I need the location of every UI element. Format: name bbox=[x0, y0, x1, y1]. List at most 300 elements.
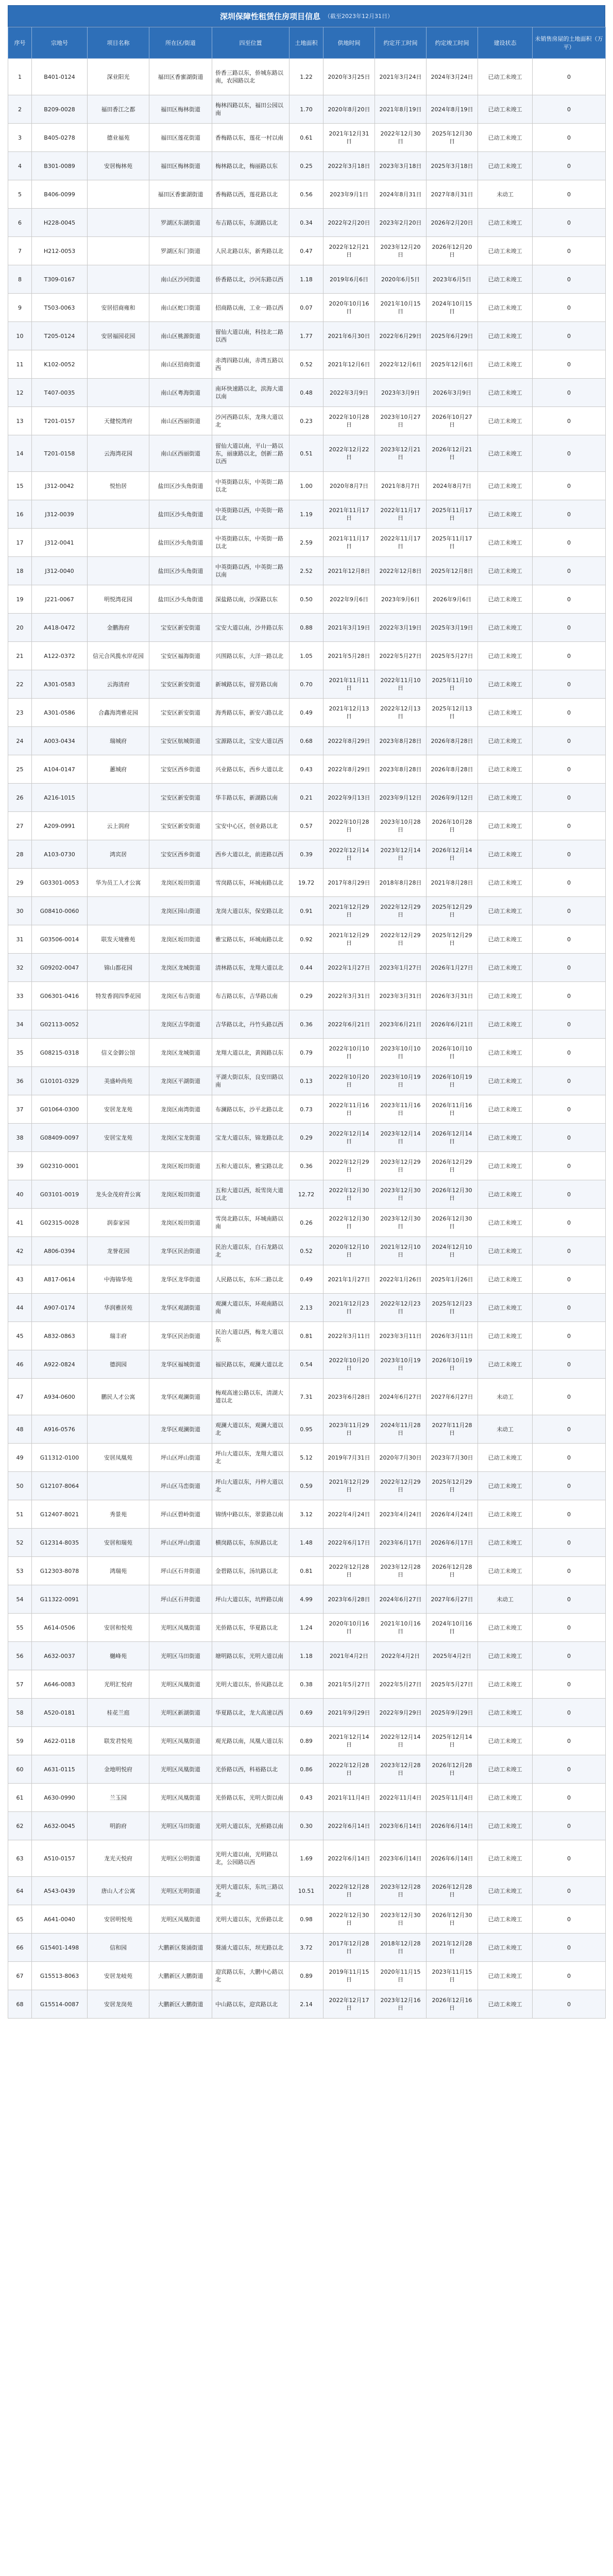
district-cell: 宝安区西乡街道 bbox=[149, 840, 212, 869]
district-cell: 龙华区观澜街道 bbox=[149, 1379, 212, 1415]
row-number-cell: 14 bbox=[8, 435, 32, 472]
table-row bbox=[8, 1905, 606, 1934]
finish-date-cell: 2025年11月17日 bbox=[427, 529, 478, 557]
unsold-area-cell: 0 bbox=[533, 1039, 606, 1067]
land-area-cell: 0.52 bbox=[290, 350, 323, 379]
column-header: 建设状态 bbox=[478, 27, 533, 59]
build-status-cell: 未动工 bbox=[478, 180, 533, 209]
start-date-cell: 2023年1月27日 bbox=[375, 954, 427, 982]
supply-date-cell: 2022年9月6日 bbox=[323, 585, 375, 614]
district-cell: 龙岗区南湾街道 bbox=[149, 1095, 212, 1124]
location-cell: 布澜路以东，沙平北路以北 bbox=[212, 1095, 290, 1124]
project-name-cell: 龙光天悦府 bbox=[88, 1840, 149, 1877]
project-name-cell: 瑞丰府 bbox=[88, 1322, 149, 1350]
finish-date-cell: 2025年11月10日 bbox=[427, 670, 478, 699]
project-name-cell: 安居明悦苑 bbox=[88, 1905, 149, 1934]
build-status-cell: 已动工未竣工 bbox=[478, 500, 533, 529]
finish-date-cell: 2026年6月14日 bbox=[427, 1812, 478, 1840]
build-status-cell: 已动工未竣工 bbox=[478, 209, 533, 237]
row-number-cell: 18 bbox=[8, 557, 32, 585]
project-name-cell bbox=[88, 529, 149, 557]
location-cell: 中英街路以西，中英街二路以南 bbox=[212, 557, 290, 585]
supply-date-cell: 2023年9月1日 bbox=[323, 180, 375, 209]
supply-date-cell: 2022年3月9日 bbox=[323, 379, 375, 407]
lot-number-cell: T503-0063 bbox=[32, 294, 88, 322]
lot-number-cell: A209-0991 bbox=[32, 812, 88, 840]
supply-date-cell: 2022年11月16日 bbox=[323, 1095, 375, 1124]
build-status-cell: 已动工未竣工 bbox=[478, 95, 533, 124]
project-name-cell: 龙头金茂府青公寓 bbox=[88, 1180, 149, 1209]
row-number-cell: 9 bbox=[8, 294, 32, 322]
project-name-cell: 悦怡居 bbox=[88, 472, 149, 500]
unsold-area-cell: 0 bbox=[533, 954, 606, 982]
finish-date-cell: 2026年3月31日 bbox=[427, 982, 478, 1010]
district-cell: 大鹏新区大鹏街道 bbox=[149, 1990, 212, 2019]
table-row bbox=[8, 1322, 606, 1350]
location-cell: 中英街路以西，中英街一路以北 bbox=[212, 500, 290, 529]
finish-date-cell: 2026年12月30日 bbox=[427, 1905, 478, 1934]
location-cell: 平湖大街以东，良安田路以南 bbox=[212, 1067, 290, 1095]
land-area-cell: 0.59 bbox=[290, 1472, 323, 1500]
row-number-cell: 57 bbox=[8, 1670, 32, 1699]
location-cell: 海秀路以东，新安六路以北 bbox=[212, 699, 290, 727]
land-area-cell: 0.73 bbox=[290, 1095, 323, 1124]
location-cell: 华丰路以东，新湖路以南 bbox=[212, 784, 290, 812]
finish-date-cell: 2026年2月20日 bbox=[427, 209, 478, 237]
column-header: 供地时间 bbox=[323, 27, 375, 59]
row-number-cell: 24 bbox=[8, 727, 32, 755]
finish-date-cell: 2025年6月29日 bbox=[427, 322, 478, 350]
finish-date-cell: 2025年12月23日 bbox=[427, 1294, 478, 1322]
lot-number-cell: G08410-0060 bbox=[32, 897, 88, 925]
land-area-cell: 0.81 bbox=[290, 1322, 323, 1350]
table-row bbox=[8, 237, 606, 265]
location-cell: 五和大道以东，雅宝路以北 bbox=[212, 1152, 290, 1180]
supply-date-cell: 2022年12月29日 bbox=[323, 1152, 375, 1180]
row-number-cell: 45 bbox=[8, 1322, 32, 1350]
district-cell: 福田区莲花街道 bbox=[149, 124, 212, 152]
table-row bbox=[8, 755, 606, 784]
land-area-cell: 0.07 bbox=[290, 294, 323, 322]
row-number-cell: 22 bbox=[8, 670, 32, 699]
table-row bbox=[8, 1614, 606, 1642]
start-date-cell: 2022年12月29日 bbox=[375, 925, 427, 954]
build-status-cell: 已动工未竣工 bbox=[478, 1840, 533, 1877]
start-date-cell: 2023年12月30日 bbox=[375, 1209, 427, 1237]
unsold-area-cell: 0 bbox=[533, 869, 606, 897]
location-cell: 梅林路以北，梅丽路以东 bbox=[212, 152, 290, 180]
finish-date-cell: 2025年11月4日 bbox=[427, 1784, 478, 1812]
column-header: 项目名称 bbox=[88, 27, 149, 59]
row-number-cell: 1 bbox=[8, 59, 32, 95]
project-name-cell: 光明汇悦府 bbox=[88, 1670, 149, 1699]
sheet bbox=[8, 5, 605, 2019]
table-row bbox=[8, 1840, 606, 1877]
unsold-area-cell: 0 bbox=[533, 294, 606, 322]
lot-number-cell: G12407-8021 bbox=[32, 1500, 88, 1529]
district-cell: 龙华区民治街道 bbox=[149, 1322, 212, 1350]
start-date-cell: 2022年12月6日 bbox=[375, 350, 427, 379]
land-area-cell: 4.99 bbox=[290, 1585, 323, 1614]
build-status-cell: 已动工未竣工 bbox=[478, 755, 533, 784]
supply-date-cell: 2023年6月28日 bbox=[323, 1585, 375, 1614]
table-row bbox=[8, 1934, 606, 1962]
build-status-cell: 已动工未竣工 bbox=[478, 954, 533, 982]
lot-number-cell: G15513-8063 bbox=[32, 1962, 88, 1990]
start-date-cell: 2023年12月28日 bbox=[375, 1557, 427, 1585]
supply-date-cell: 2022年3月31日 bbox=[323, 982, 375, 1010]
district-cell: 龙岗区龙城街道 bbox=[149, 954, 212, 982]
start-date-cell: 2023年12月30日 bbox=[375, 1180, 427, 1209]
land-area-cell: 7.31 bbox=[290, 1379, 323, 1415]
finish-date-cell: 2023年6月5日 bbox=[427, 265, 478, 294]
land-area-cell: 1.18 bbox=[290, 265, 323, 294]
lot-number-cell: B401-0124 bbox=[32, 59, 88, 95]
build-status-cell: 已动工未竣工 bbox=[478, 435, 533, 472]
table-row bbox=[8, 557, 606, 585]
finish-date-cell: 2026年12月14日 bbox=[427, 1124, 478, 1152]
row-number-cell: 48 bbox=[8, 1415, 32, 1444]
table-row bbox=[8, 699, 606, 727]
district-cell: 宝安区航城街道 bbox=[149, 727, 212, 755]
project-name-cell bbox=[88, 350, 149, 379]
lot-number-cell: A832-0863 bbox=[32, 1322, 88, 1350]
lot-number-cell: A301-0583 bbox=[32, 670, 88, 699]
start-date-cell: 2023年12月28日 bbox=[375, 1877, 427, 1905]
row-number-cell: 63 bbox=[8, 1840, 32, 1877]
table-row bbox=[8, 500, 606, 529]
start-date-cell: 2021年10月16日 bbox=[375, 1614, 427, 1642]
row-number-cell: 55 bbox=[8, 1614, 32, 1642]
lot-number-cell: A916-0576 bbox=[32, 1415, 88, 1444]
start-date-cell: 2023年12月16日 bbox=[375, 1990, 427, 2019]
lot-number-cell: A003-0434 bbox=[32, 727, 88, 755]
land-area-cell: 0.50 bbox=[290, 585, 323, 614]
project-name-cell: 金鹏海府 bbox=[88, 614, 149, 642]
project-name-cell: 云海湾花园 bbox=[88, 435, 149, 472]
build-status-cell: 已动工未竣工 bbox=[478, 557, 533, 585]
build-status-cell: 已动工未竣工 bbox=[478, 237, 533, 265]
build-status-cell: 已动工未竣工 bbox=[478, 1010, 533, 1039]
table-row bbox=[8, 1152, 606, 1180]
lot-number-cell: J312-0040 bbox=[32, 557, 88, 585]
supply-date-cell: 2022年6月14日 bbox=[323, 1840, 375, 1877]
district-cell: 龙岗区园山街道 bbox=[149, 897, 212, 925]
unsold-area-cell: 0 bbox=[533, 1642, 606, 1670]
finish-date-cell: 2025年12月30日 bbox=[427, 124, 478, 152]
land-area-cell: 0.21 bbox=[290, 784, 323, 812]
unsold-area-cell: 0 bbox=[533, 1585, 606, 1614]
unsold-area-cell: 0 bbox=[533, 840, 606, 869]
start-date-cell: 2024年6月27日 bbox=[375, 1585, 427, 1614]
table-row bbox=[8, 1039, 606, 1067]
row-number-cell: 4 bbox=[8, 152, 32, 180]
lot-number-cell: A622-0118 bbox=[32, 1727, 88, 1755]
start-date-cell: 2022年12月14日 bbox=[375, 1727, 427, 1755]
supply-date-cell: 2021年5月28日 bbox=[323, 642, 375, 670]
table-row bbox=[8, 1350, 606, 1379]
supply-date-cell: 2019年7月31日 bbox=[323, 1444, 375, 1472]
district-cell: 龙岗区吉华街道 bbox=[149, 1010, 212, 1039]
lot-number-cell: A520-0181 bbox=[32, 1699, 88, 1727]
lot-number-cell: H212-0053 bbox=[32, 237, 88, 265]
start-date-cell: 2023年3月9日 bbox=[375, 379, 427, 407]
location-cell: 梅林四路以东，福田公园以南 bbox=[212, 95, 290, 124]
lot-number-cell: G12107-8064 bbox=[32, 1472, 88, 1500]
land-area-cell: 0.44 bbox=[290, 954, 323, 982]
district-cell: 光明区凤凰街道 bbox=[149, 1784, 212, 1812]
start-date-cell: 2023年3月18日 bbox=[375, 152, 427, 180]
project-name-cell bbox=[88, 1472, 149, 1500]
project-name-cell: 华为员工人才公寓 bbox=[88, 869, 149, 897]
supply-date-cell: 2022年12月30日 bbox=[323, 1209, 375, 1237]
lot-number-cell: G03101-0019 bbox=[32, 1180, 88, 1209]
start-date-cell: 2023年12月21日 bbox=[375, 435, 427, 472]
location-cell: 观光路以南，凤凰大道以东 bbox=[212, 1727, 290, 1755]
table-row bbox=[8, 1095, 606, 1124]
build-status-cell: 已动工未竣工 bbox=[478, 1934, 533, 1962]
row-number-cell: 46 bbox=[8, 1350, 32, 1379]
district-cell: 南山区沙河街道 bbox=[149, 265, 212, 294]
finish-date-cell: 2026年6月17日 bbox=[427, 1529, 478, 1557]
start-date-cell: 2022年6月29日 bbox=[375, 322, 427, 350]
build-status-cell: 已动工未竣工 bbox=[478, 1812, 533, 1840]
row-number-cell: 27 bbox=[8, 812, 32, 840]
build-status-cell: 已动工未竣工 bbox=[478, 1642, 533, 1670]
land-area-cell: 0.57 bbox=[290, 812, 323, 840]
table-row bbox=[8, 322, 606, 350]
location-cell: 布吉路以东，东湖路以北 bbox=[212, 209, 290, 237]
location-cell: 横岗路以东，东纵路以北 bbox=[212, 1529, 290, 1557]
supply-date-cell: 2022年10月28日 bbox=[323, 407, 375, 435]
build-status-cell: 已动工未竣工 bbox=[478, 1124, 533, 1152]
district-cell: 宝安区福海街道 bbox=[149, 642, 212, 670]
table-title: 深圳保障性租赁住房项目信息 bbox=[219, 11, 320, 21]
start-date-cell: 2022年11月17日 bbox=[375, 500, 427, 529]
project-name-cell bbox=[88, 1585, 149, 1614]
location-cell: 民治大道以西，梅龙大道以东 bbox=[212, 1322, 290, 1350]
lot-number-cell: A934-0600 bbox=[32, 1379, 88, 1415]
start-date-cell: 2023年10月28日 bbox=[375, 812, 427, 840]
project-name-cell bbox=[88, 265, 149, 294]
lot-number-cell: G15514-0087 bbox=[32, 1990, 88, 2019]
location-cell: 宝龙大道以东，锦龙路以北 bbox=[212, 1124, 290, 1152]
unsold-area-cell: 0 bbox=[533, 1294, 606, 1322]
lot-number-cell: K102-0052 bbox=[32, 350, 88, 379]
project-name-cell: 云上润府 bbox=[88, 812, 149, 840]
project-name-cell: 瑞城府 bbox=[88, 727, 149, 755]
lot-number-cell: H228-0045 bbox=[32, 209, 88, 237]
supply-date-cell: 2020年3月25日 bbox=[323, 59, 375, 95]
build-status-cell: 已动工未竣工 bbox=[478, 1962, 533, 1990]
finish-date-cell: 2026年8月28日 bbox=[427, 755, 478, 784]
finish-date-cell: 2026年12月16日 bbox=[427, 1990, 478, 2019]
table-row bbox=[8, 350, 606, 379]
district-cell: 盐田区沙头角街道 bbox=[149, 500, 212, 529]
land-area-cell: 0.39 bbox=[290, 840, 323, 869]
lot-number-cell: A641-0040 bbox=[32, 1905, 88, 1934]
row-number-cell: 53 bbox=[8, 1557, 32, 1585]
lot-number-cell: A543-0439 bbox=[32, 1877, 88, 1905]
table-row bbox=[8, 152, 606, 180]
district-cell: 光明区光明街道 bbox=[149, 1877, 212, 1905]
row-number-cell: 30 bbox=[8, 897, 32, 925]
supply-date-cell: 2019年11月15日 bbox=[323, 1962, 375, 1990]
land-area-cell: 1.48 bbox=[290, 1529, 323, 1557]
unsold-area-cell: 0 bbox=[533, 1557, 606, 1585]
land-area-cell: 0.25 bbox=[290, 152, 323, 180]
start-date-cell: 2021年10月15日 bbox=[375, 294, 427, 322]
build-status-cell: 已动工未竣工 bbox=[478, 1350, 533, 1379]
table-row bbox=[8, 180, 606, 209]
unsold-area-cell: 0 bbox=[533, 1237, 606, 1265]
lot-number-cell: T205-0124 bbox=[32, 322, 88, 350]
district-cell: 大鹏新区大鹏街道 bbox=[149, 1962, 212, 1990]
lot-number-cell: A104-0147 bbox=[32, 755, 88, 784]
build-status-cell: 已动工未竣工 bbox=[478, 124, 533, 152]
unsold-area-cell: 0 bbox=[533, 1067, 606, 1095]
land-area-cell: 0.29 bbox=[290, 1124, 323, 1152]
row-number-cell: 19 bbox=[8, 585, 32, 614]
project-name-cell: 安居招商雍和 bbox=[88, 294, 149, 322]
row-number-cell: 6 bbox=[8, 209, 32, 237]
finish-date-cell: 2026年6月14日 bbox=[427, 1840, 478, 1877]
table-row bbox=[8, 124, 606, 152]
supply-date-cell: 2020年10月16日 bbox=[323, 1614, 375, 1642]
table-row bbox=[8, 1877, 606, 1905]
location-cell: 华夏路以北，龙大高速以西 bbox=[212, 1699, 290, 1727]
lot-number-cell: G02310-0001 bbox=[32, 1152, 88, 1180]
project-name-cell: 明韵府 bbox=[88, 1812, 149, 1840]
lot-number-cell: T407-0035 bbox=[32, 379, 88, 407]
project-name-cell: 福田香江之都 bbox=[88, 95, 149, 124]
land-area-cell: 3.12 bbox=[290, 1500, 323, 1529]
district-cell: 福田区梅林街道 bbox=[149, 152, 212, 180]
row-number-cell: 64 bbox=[8, 1877, 32, 1905]
table-row bbox=[8, 727, 606, 755]
start-date-cell: 2023年6月14日 bbox=[375, 1812, 427, 1840]
lot-number-cell: G15401-1498 bbox=[32, 1934, 88, 1962]
supply-date-cell: 2022年12月22日 bbox=[323, 435, 375, 472]
build-status-cell: 已动工未竣工 bbox=[478, 1237, 533, 1265]
district-cell: 福田区梅林街道 bbox=[149, 95, 212, 124]
finish-date-cell: 2026年10月27日 bbox=[427, 407, 478, 435]
location-cell: 深盐路以南，沙深路以东 bbox=[212, 585, 290, 614]
table-row bbox=[8, 670, 606, 699]
finish-date-cell: 2021年8月28日 bbox=[427, 869, 478, 897]
supply-date-cell: 2022年12月17日 bbox=[323, 1990, 375, 2019]
land-area-cell: 19.72 bbox=[290, 869, 323, 897]
district-cell: 龙华区观澜街道 bbox=[149, 1415, 212, 1444]
finish-date-cell: 2026年12月29日 bbox=[427, 1152, 478, 1180]
column-header: 宗地号 bbox=[32, 27, 88, 59]
finish-date-cell: 2024年12月10日 bbox=[427, 1237, 478, 1265]
location-cell: 葵涌大道以东，坝光路以北 bbox=[212, 1934, 290, 1962]
supply-date-cell: 2022年9月13日 bbox=[323, 784, 375, 812]
project-name-cell: 明悦湾花园 bbox=[88, 585, 149, 614]
start-date-cell: 2022年1月26日 bbox=[375, 1265, 427, 1294]
lot-number-cell: G01064-0300 bbox=[32, 1095, 88, 1124]
district-cell: 宝安区新安街道 bbox=[149, 699, 212, 727]
location-cell: 西乡大道以北，前进路以西 bbox=[212, 840, 290, 869]
district-cell: 龙岗区龙城街道 bbox=[149, 1039, 212, 1067]
build-status-cell: 已动工未竣工 bbox=[478, 1670, 533, 1699]
start-date-cell: 2021年8月19日 bbox=[375, 95, 427, 124]
supply-date-cell: 2021年3月19日 bbox=[323, 614, 375, 642]
location-cell: 留仙大道以南，平山一路以东，丽康路以北，创新二路以西 bbox=[212, 435, 290, 472]
supply-date-cell: 2020年8月7日 bbox=[323, 472, 375, 500]
table-row bbox=[8, 1180, 606, 1209]
finish-date-cell: 2025年11月17日 bbox=[427, 500, 478, 529]
project-name-cell: 德业福苑 bbox=[88, 124, 149, 152]
row-number-cell: 8 bbox=[8, 265, 32, 294]
finish-date-cell: 2025年12月13日 bbox=[427, 699, 478, 727]
unsold-area-cell: 0 bbox=[533, 897, 606, 925]
location-cell: 宝安大道以南，沙井路以东 bbox=[212, 614, 290, 642]
row-number-cell: 36 bbox=[8, 1067, 32, 1095]
supply-date-cell: 2021年11月11日 bbox=[323, 670, 375, 699]
build-status-cell: 已动工未竣工 bbox=[478, 529, 533, 557]
lot-number-cell: T201-0158 bbox=[32, 435, 88, 472]
unsold-area-cell: 0 bbox=[533, 614, 606, 642]
location-cell: 民治大道以东，白石龙路以北 bbox=[212, 1237, 290, 1265]
project-name-cell: 安居凤凰苑 bbox=[88, 1444, 149, 1472]
district-cell: 宝安区新安街道 bbox=[149, 784, 212, 812]
row-number-cell: 3 bbox=[8, 124, 32, 152]
start-date-cell: 2022年5月27日 bbox=[375, 1670, 427, 1699]
table-row bbox=[8, 209, 606, 237]
unsold-area-cell: 0 bbox=[533, 699, 606, 727]
table-subtitle: （截至2023年12月31日） bbox=[325, 13, 393, 20]
table-row bbox=[8, 294, 606, 322]
district-cell: 宝安区新安街道 bbox=[149, 812, 212, 840]
location-cell: 清林路以东，龙翔大道以北 bbox=[212, 954, 290, 982]
project-name-cell: 兰玉园 bbox=[88, 1784, 149, 1812]
build-status-cell: 已动工未竣工 bbox=[478, 1294, 533, 1322]
row-number-cell: 41 bbox=[8, 1209, 32, 1237]
location-cell: 塘明路以东，光明大道以南 bbox=[212, 1642, 290, 1670]
district-cell: 龙华区龙华街道 bbox=[149, 1265, 212, 1294]
unsold-area-cell: 0 bbox=[533, 407, 606, 435]
table-row bbox=[8, 1379, 606, 1415]
supply-date-cell: 2022年12月14日 bbox=[323, 840, 375, 869]
row-number-cell: 20 bbox=[8, 614, 32, 642]
unsold-area-cell: 0 bbox=[533, 1812, 606, 1840]
unsold-area-cell: 0 bbox=[533, 1124, 606, 1152]
district-cell: 坪山区碧岭街道 bbox=[149, 1500, 212, 1529]
supply-date-cell: 2022年10月28日 bbox=[323, 812, 375, 840]
table-row bbox=[8, 1472, 606, 1500]
build-status-cell: 已动工未竣工 bbox=[478, 1529, 533, 1557]
lot-number-cell: G03301-0053 bbox=[32, 869, 88, 897]
land-area-cell: 1.05 bbox=[290, 642, 323, 670]
build-status-cell: 已动工未竣工 bbox=[478, 1322, 533, 1350]
start-date-cell: 2022年5月27日 bbox=[375, 642, 427, 670]
location-cell: 人民路以东，东环二路以北 bbox=[212, 1265, 290, 1294]
table-row bbox=[8, 1962, 606, 1990]
finish-date-cell: 2025年12月29日 bbox=[427, 925, 478, 954]
project-name-cell: 唐山人才公寓 bbox=[88, 1877, 149, 1905]
start-date-cell: 2022年12月13日 bbox=[375, 699, 427, 727]
column-header: 约定开工时间 bbox=[375, 27, 427, 59]
location-cell: 侨香路以北，沙河东路以西 bbox=[212, 265, 290, 294]
row-number-cell: 52 bbox=[8, 1529, 32, 1557]
finish-date-cell: 2026年12月28日 bbox=[427, 1877, 478, 1905]
supply-date-cell: 2022年12月28日 bbox=[323, 1877, 375, 1905]
project-name-cell bbox=[88, 557, 149, 585]
finish-date-cell: 2026年10月28日 bbox=[427, 812, 478, 840]
unsold-area-cell: 0 bbox=[533, 500, 606, 529]
